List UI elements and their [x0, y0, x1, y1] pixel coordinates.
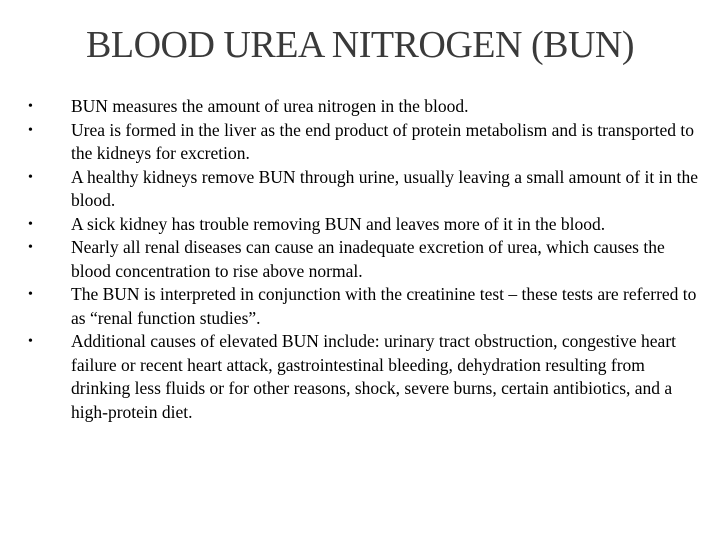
bullet-text: BUN measures the amount of urea nitrogen in the blood.: [71, 96, 469, 116]
bullet-item: [28, 330, 698, 424]
bullet-text: Nearly all renal diseases can cause an inadequate excretion of urea, which causes the blood concentration to rise above normal.: [71, 237, 665, 281]
slide-title: BLOOD UREA NITROGEN (BUN): [86, 24, 634, 66]
bullet-list: [28, 95, 698, 424]
bullet-item: [28, 166, 698, 213]
bullet-text: Additional causes of elevated BUN include: urinary tract obstruction, congestive heart failure or recent heart attack, gastrointestinal bleeding, dehydration resulting from drinking less fluids or for other reasons, shock, severe burns, certain antibiotics, and a high-protein diet.: [71, 331, 677, 422]
bullet-text: The BUN is interpreted in conjunction with the creatinine test – these tests are referred to as “renal function studies”.: [71, 284, 697, 328]
bullet-text: Urea is formed in the liver as the end product of protein metabolism and is transported to the kidneys for excretion.: [71, 119, 695, 163]
bullet-icon: •: [28, 99, 33, 114]
bullet-item: [28, 283, 698, 330]
bullet-text: A healthy kidneys remove BUN through urine, usually leaving a small amount of it in the blood.: [71, 166, 698, 210]
bullet-item: [28, 119, 698, 166]
bullet-icon: •: [28, 334, 33, 349]
bullet-item: [28, 236, 698, 283]
bullet-item: [28, 213, 698, 237]
bullet-icon: •: [28, 216, 33, 232]
bullet-icon: •: [28, 240, 33, 255]
bullet-text: A sick kidney has trouble removing BUN and leaves more of it in the blood.: [71, 213, 606, 234]
bullet-icon: •: [28, 287, 33, 302]
bullet-icon: •: [28, 169, 33, 185]
bullet-icon: •: [28, 122, 33, 138]
bullet-item: [28, 95, 698, 119]
